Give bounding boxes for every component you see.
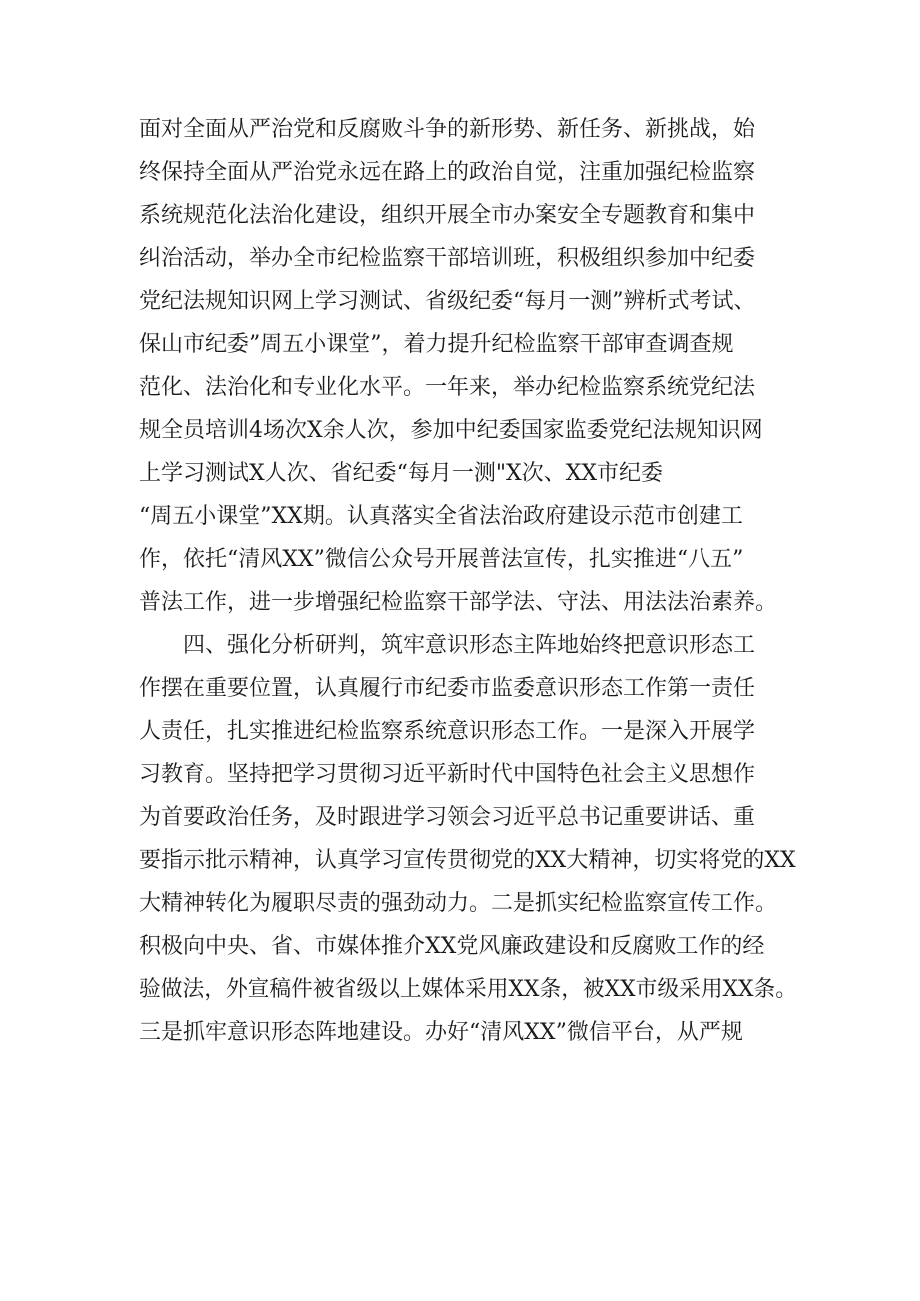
paragraph-line: 普法工作，进一步增强纪检监察干部学法、守法、用法法治素养。 — [139, 590, 778, 615]
paragraph-line: 习教育。坚持把学习贯彻习近平新时代中国特色社会主义思想作 — [139, 762, 756, 787]
paragraph-line: 验做法，外宣稿件被省级以上媒体采用XX条，被XX市级采用XX条。 — [139, 977, 797, 1002]
paragraph-line: “周五小课堂”XX期。认真落实全省法治政府建设示范市创建工 — [139, 504, 743, 529]
paragraph-line: 规全员培训4场次X余人次，参加中纪委国家监委党纪法规知识网 — [139, 418, 763, 443]
paragraph-line: 纠治活动，举办全市纪检监察干部培训班，积极组织参加中纪委 — [139, 246, 756, 271]
section-heading-line: 四、强化分析研判，筑牢意识形态主阵地始终把意识形态工 — [139, 633, 756, 658]
paragraph-line: 为首要政治任务，及时跟进学习领会习近平总书记重要讲话、重 — [139, 805, 756, 830]
paragraph-line: 系统规范化法治化建设，组织开展全市办案安全专题教育和集中 — [139, 203, 756, 228]
paragraph-line: 上学习测试X人次、省纪委“每月一测"X次、XX市纪委 — [139, 461, 664, 486]
paragraph-line: 范化、法治化和专业化水平。一年来，举办纪检监察系统党纪法 — [139, 375, 756, 400]
paragraph-line: 面对全面从严治党和反腐败斗争的新形势、新任务、新挑战，始 — [139, 117, 756, 142]
paragraph-line: 作摆在重要位置，认真履行市纪委市监委意识形态工作第一责任 — [139, 676, 756, 701]
paragraph-line: 党纪法规知识网上学习测试、省级纪委“每月一测”辨析式考试、 — [139, 289, 756, 314]
paragraph-line: 积极向中央、省、市媒体推介XX党风廉政建设和反腐败工作的经 — [139, 934, 765, 959]
paragraph-line: 要指示批示精神，认真学习宣传贯彻党的XX大精神，切实将党的XX — [139, 848, 796, 873]
paragraph-line: 作，依托“清风XX”微信公众号开展普法宣传，扎实推进“八五” — [139, 547, 744, 572]
paragraph-line: 大精神转化为履职尽责的强劲动力。二是抓实纪检监察宣传工作。 — [139, 891, 778, 916]
paragraph-line: 三是抓牢意识形态阵地建设。办好“清风XX”微信平台，从严规 — [139, 1020, 743, 1045]
paragraph-line: 终保持全面从严治党永远在路上的政治自觉，注重加强纪检监察 — [139, 160, 756, 185]
paragraph-line: 人责任，扎实推进纪检监察系统意识形态工作。一是深入开展学 — [139, 719, 756, 744]
paragraph-line: 保山市纪委”周五小课堂”，着力提升纪检监察干部审查调查规 — [139, 332, 734, 357]
